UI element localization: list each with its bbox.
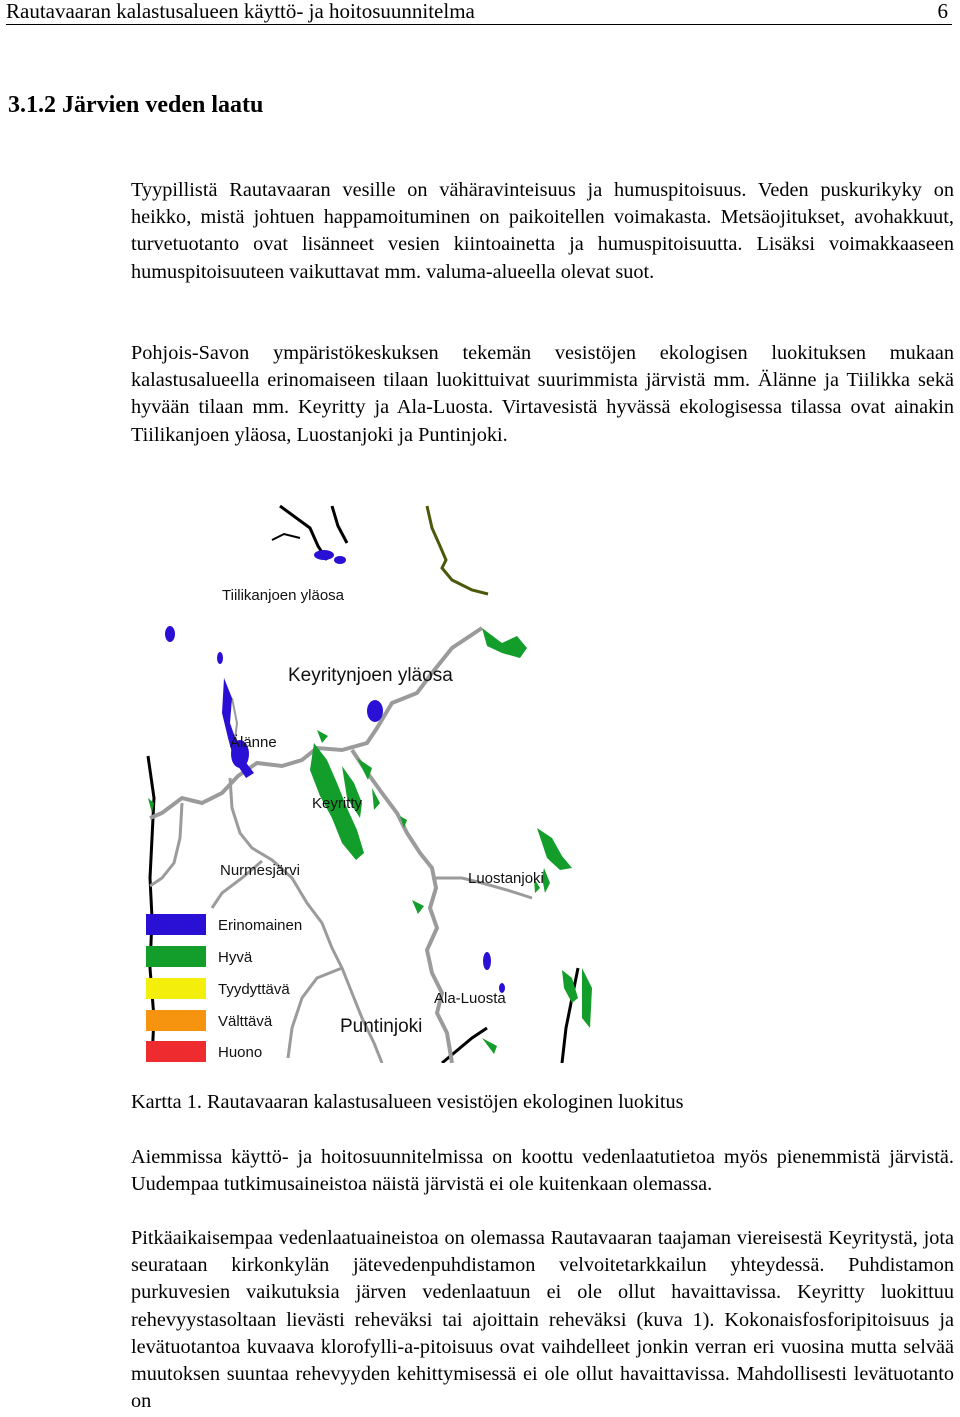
paragraph-earlier-plans: Aiemmissa käyttö- ja hoitosuunnitelmissa on koottu vedenlaatutietoa myös pienemmistä järvistä. Uudempaa tutkimusaineistoa näistä järvistä ei ole kuitenkaan olemassa. [131,1146,954,1196]
legend-label-tyydyttava: Tyydyttävä [218,981,290,998]
lake-excellent [314,550,334,560]
legend-swatch-erinomainen [146,914,206,935]
map-legend [146,914,302,1062]
ecological-classification-map [142,498,598,1063]
lake-excellent [334,556,346,564]
boundary-line [332,506,347,543]
section-heading: 3.1.2 Järvien veden laatu [8,92,264,118]
legend-label-huono: Huono [218,1044,263,1061]
paragraph-ecological-classification: Pohjois-Savon ympäristökeskuksen tekemän vesistöjen ekologisen luokituksen mukaan kalastusalueella erinomaiseen tilaan luokittuivat suurimmista järvistä mm. Älänne ja Tiilikka sekä hyvään tilaan mm. Keyritty ja Ala-Luosta. Virtavesistä hyvässä ekologisessa tilassa ovat ainakin Tiilikanjoen yläosa, Luostanjoki ja Puntinjoki. [131,342,954,446]
legend-label-valttava: Välttävä [218,1013,273,1030]
map-caption: Kartta 1. Rautavaaran kalastusalueen vesistöjen ekologinen luokitus [131,1091,684,1113]
lake-good [412,900,424,914]
river-network [288,968,342,1058]
lake-excellent [165,626,175,642]
legend-swatch-huono [146,1041,206,1062]
paragraph-keyritty-monitoring: Pitkäaikaisempaa vedenlaatuaineistoa on olemassa Rautavaaran taajaman viereisestä Keyritystä, jota seurataan kirkonkylän jätevedenpuhdistamon velvoitetarkkailun yhteydessä. Puhdistamon purkuvesien vaikutuksia järven vedenlaatuun ei ole ollut havaittavissa. Keyritty luokittuu rehevyystasoltaan lievästi reheväksi tai ajoittain reheväksi (kuva 1). Kokonaisfosforipitoisuus ja levätuotantoa kuvaava klorofylli-a-pitoisuus ovat vaihdelleet jonkin verran eri vuosina mutta selvää muutoksen suuntaa rehevyyden kehittymisessä ei ole ollut havaittavissa. Mahdollisesti levätuotanto on [131,1227,954,1413]
paragraph-water-character: Tyypillistä Rautavaaran vesille on vähäravinteisuus ja humuspitoisuus. Veden puskurikyky on heikko, mistä johtuen happamoituminen on paikoitellen voimakasta. Metsäojitukset, avohakkuut, turvetuotanto ovat lisänneet vesien kiintoainetta ja humuspitoisuutta. Lisäksi voimakkaaseen humuspitoisuuteen vaikuttavat mm. valuma-alueella olevat suot. [131,179,954,283]
river-network [150,628,482,818]
boundary-line-olive [427,506,488,594]
map-label-nurmesjarvi: Nurmesjärvi [220,862,301,879]
map-label-puntinjoki: Puntinjoki [340,1016,423,1037]
document-title: Rautavaaran kalastusalueen käyttö- ja hoitosuunnitelma [6,0,475,23]
legend-label-hyva: Hyvä [218,949,253,966]
page-number: 6 [937,0,948,23]
map-label-luostanjoki: Luostanjoki [468,870,544,887]
legend-label-erinomainen: Erinomainen [218,917,303,934]
boundary-line [272,534,300,540]
lake-excellent [367,700,383,722]
lake-excellent [217,652,223,664]
lake-good [317,730,328,743]
lake-good [537,828,572,870]
lake-excellent [483,952,491,970]
legend-swatch-valttava [146,1010,206,1031]
map-label-keyritynjoki: Keyritynjoen yläosa [288,665,453,686]
map-label-ala-luosta: Ala-Luosta [434,990,506,1007]
lake-good [482,1038,497,1054]
map-label-keyritty: Keyritty [312,795,363,812]
legend-swatch-hyva [146,946,206,967]
running-header [6,0,952,25]
lake-good [582,968,592,1028]
map-label-alanne: Älänne [230,734,277,751]
lake-good [482,628,527,658]
legend-swatch-tyydyttava [146,978,206,999]
map-label-tiilikanjoki: Tiilikanjoen yläosa [222,587,345,604]
